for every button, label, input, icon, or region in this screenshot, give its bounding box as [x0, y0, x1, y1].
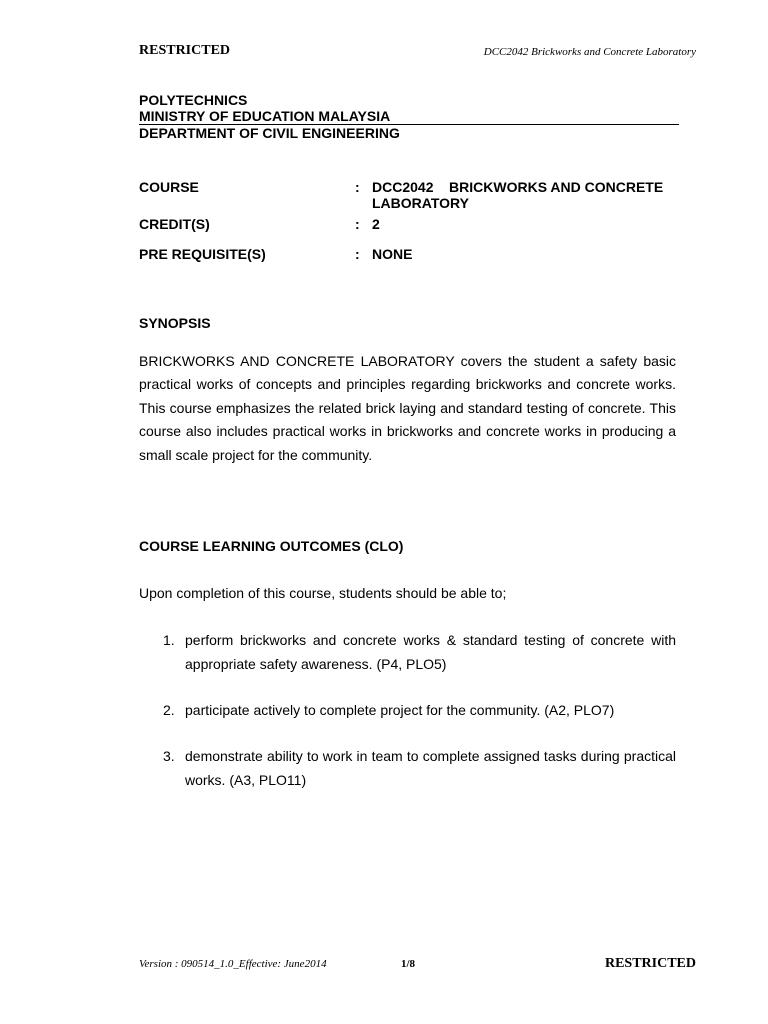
- clo-item-number: 1.: [163, 632, 175, 648]
- institution-line-ministry: MINISTRY OF EDUCATION MALAYSIA: [139, 108, 679, 125]
- institution-line-polytechnics: POLYTECHNICS: [139, 92, 248, 108]
- footer-version: Version : 090514_1.0_Effective: June2014: [139, 958, 327, 970]
- course-colon: :: [355, 179, 360, 195]
- header-restricted-label: RESTRICTED: [139, 43, 231, 58]
- institution-line-department: DEPARTMENT OF CIVIL ENGINEERING: [139, 125, 400, 141]
- credits-colon: :: [355, 216, 360, 232]
- prerequisite-colon: :: [355, 246, 360, 262]
- clo-item-text: participate actively to complete project for the community. (A2, PLO7): [185, 702, 615, 718]
- course-value: DCC2042 BRICKWORKS AND CONCRETE LABORATORY: [372, 179, 668, 211]
- credits-value: 2: [372, 216, 380, 232]
- clo-item-number: 3.: [163, 748, 175, 764]
- prerequisite-value: NONE: [372, 246, 413, 262]
- clo-item-number: 2.: [163, 702, 175, 718]
- credits-label: CREDIT(S): [139, 216, 210, 232]
- synopsis-text: BRICKWORKS AND CONCRETE LABORATORY covers the student a safety basic practical works of concepts and principles regarding brickworks and concrete works. This course emphasizes the related brick laying and standard testing of concrete. This course also includes practical works in brickworks and concrete works in producing a small scale project for the community.: [139, 353, 676, 463]
- header-course-title: DCC2042 Brickworks and Concrete Laboratory: [483, 46, 696, 58]
- clo-item-text: demonstrate ability to work in team to complete assigned tasks during practical works. (A3, PLO11): [185, 748, 676, 788]
- footer-page-number: 1/8: [401, 958, 416, 970]
- institution-block: [139, 92, 679, 141]
- footer-restricted-label: RESTRICTED: [604, 956, 696, 971]
- course-label: COURSE: [139, 179, 199, 195]
- clo-heading: COURSE LEARNING OUTCOMES (CLO): [139, 538, 404, 554]
- synopsis-heading: SYNOPSIS: [139, 315, 211, 331]
- clo-item-text: perform brickworks and concrete works & standard testing of concrete with appropriate safety awareness. (P4, PLO5): [185, 632, 676, 672]
- prerequisite-label: PRE REQUISITE(S): [139, 246, 266, 262]
- clo-intro: Upon completion of this course, students should be able to;: [139, 585, 507, 601]
